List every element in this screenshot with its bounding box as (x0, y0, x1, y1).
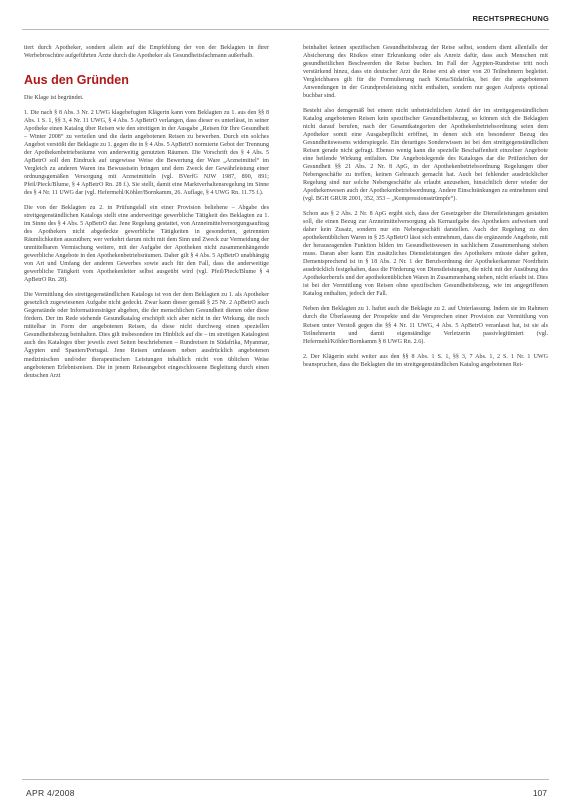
paragraph: 2. Der Klägerin steht weiter aus den §§ 8 Abs. 1 S. 1, §§ 3, 7 Abs. 1, 2 S. 1 Nr. 1 UWG beanspruchen, dass die Beklagten die im streitgegenständlichen Katalog angebotenen Rei- (303, 353, 548, 368)
paragraph: 1. Die nach § 8 Abs. 3 Nr. 2 UWG klagebefugten Klägerin kann vom Beklagten zu 1. aus den §§ 8 Abs. 1 S. 1, §§ 3, 4 Nr. 11 UWG, § 4 Abs. 5 ApBetrO verlangen, dass dieser es unterlässt, in seiner Apotheke einen Katalog über Reisen wie den streitigen in der Ausgabe „Reisen für Ihre Gesundheit – Winter 2008“ zu verteilen und die darin angebotenen Reisen zu bewerben. Durch ein solches Angebot verstößt der Beklagte zu 1. gegen die in § 4 Abs. 5 ApBetrO normierte Gebot der Trennung der Apothekenbetriebsräume von anderweitig genutzten Räumen. Die Vorschrift des § 4 Abs. 5 ApBetrO soll den Eindruck auf ungewisse Weise die Bewertung der Ware „Arzneimittel“ im Vergleich zu anderen Waren ins Bewusstsein bringen und dem Zweck der Gewährleistung einer ordnungsgemäßen Versorgung mit Arzneimitteln (vgl. BVerfG NJW 1987, 890, 891; Pfeil/Pieck/Blume, § 4 ApBetrO Rn. 28 f.). Sie stellt, damit eine Marktverhaltensregelung im Sinne des § 4 Nr. 11 UWG dar (vgl. Hefermehl/Köhler/Bornkamm, 26. Auflage, § 4 UWG Rn. 11.75 f.). (24, 110, 269, 197)
footer-divider (22, 779, 549, 780)
left-column (24, 44, 269, 380)
paragraph: Besteht also demgemäß bei einem nicht unbeträchtlichen Anteil der im streitgegenständlichen Katalog angebotenen Reisen kein spezifischer Gesundheitsbezug, so können sich die Beklagten nicht darauf berufen, nach der Gesamtkategorien der Apothekenbetriebsordnung seien dem Apotheker somit eine Ausgabepflicht eröffnet, in denen sich ein besonderer Bezug des Gesundheitswesens widerspiegele. Ein derartiges Sonderwissen ist bei den streitgegenständlichen Reisen gerade nicht gefragt. Ebenso wenig kann die spezielle Beschaffenheit einzelner Angebote eine heilende Wirkung entfalten. Die Angebotslegende des Kataloges dar die Prüfzeichen der Gesundheit §§ 21 Abs. 2 Nr. 8 ApG, in der Apothekenbetriebsordnung Regelungen über Nebengeschäfte zu treffen, keinen Gebrauch gemacht hat. Auch bei fehlender ausdrücklicher Regelung sind nur solche Nebengeschäfte als erlaubt anzusehen, hinsichtlich derer wieder der Apothekenwesen auch der Apothekenbetriebsordnung. Andere Einschränkungen zu entnehmen sind (vgl. BGH GRUR 2001, 352, 353 – „Kompressionsstrümpfe“). (303, 108, 548, 203)
page-number: 107 (532, 788, 547, 798)
lead-paragraph: Die Klage ist begründet. (24, 95, 84, 102)
intro-paragraph: tiert durch Apotheker, sondern allein auf die Empfehlung der von der Beklagten in ihrer Werbebroschüre aufgeführten Ärzte durch die Apotheker als Gesundheitsfachmann außerhalb. (24, 45, 269, 60)
paragraph: Schon aus § 2 Abs. 2 Nr. 8 ApG ergibt sich, dass der Gesetzgeber die Dienstleistungen gestatten soll, die einen Bezug zur Arzneimittelversorgung als Kernaufgabe des Apothekers aufweisen und daher kein Zusatz, sondern nur ein Nebengeschäft darstellen. Auch der Regelung zu den apothekenüblichen Waren in § 25 ApBetrO lässt sich entnehmen, dass die ergänzende Angebote, mit der herausragenden Funktion bilden im Gesundheitswesen in sachlichem Zusammenhang stehen muss. Daran aber kann Ein zusätzliches Dienstleistungen des Apothekers müsste daher gelten, Dementsprechend ist in § 18 Abs. 2 Nr. 1 der Berufsordnung der Apothekerkammer Nordrhein ausdrücklich festgehalten, dass die Förderung von Dienstleistungen, die nicht mit der Ausübung des Apothekerberufs und der apothekenüblichen Waren in Zusammenhang stehen, nicht erlaubt ist. Dies ist bei der Vermittlung von Reisen ohne spezifischen Gesundheitsbezug, wie im angegriffenen Katalog enthalten, jedoch der Fall. (303, 211, 548, 298)
paragraph: beinhaltet keinen spezifischen Gesundheitsbezug der Reise selbst, sondern dient allenfalls der Absicherung des Risikos einer Erkrankung oder als Anreiz dafür, dass auch Menschen mit gesundheitlichen Beschwerden die Reise buchen. Im Fall der Ägypten-Rundreise tritt noch verstärkend hinzu, dass ein deutscher Arzt die Reise erst ab einer von 20 Teilnehmern begleitet. Vergleichbares gilt für die Formulierung nach Kreta/Südafrika, bei der die angebotenen Anwendungen in der Grundpreisleistung nicht enthalten, sondern nur gegen Aufpreis optional buchbar sind. (303, 45, 548, 100)
paragraph: Die von der Beklagten zu 2. in Prüfungsfall ein einer Provision beliehene – Abgabe des streitgegenständlichen Katalogs stellt eine anderweitige gewerbliche Tätigkeit des Beklagten zu 1. im Sinne des § 4 Abs. 5 ApBetrO dar. Jene Regelung gestattet, von Arzneimittelversorgungsauftrag des Apothekers nicht abgedeckte gewerbliche Tätigkeiten in gesonderten, getrennten Räumlichkeiten auszuüben; wer verkehrt darum nicht mit dem Sinn und Zweck zur Vermeidung der unmittelbaren Vermischung weitere, mit der Aufgabe der Apotheken nicht zusammenhängende gewerbliche Angebote in den Apothekenbetriebsräumen. Daher gilt § 4 Abs. 5 ApBetrO unabhängig von Art und Umfang der anderen Gewerbes sowie auch für den Fall, dass die anderweitige gewerbliche Tätigkeit vom Apothekenleiter selbst ausgeübt wird (vgl. Pfeil/Pieck/Blume § 4 ApBetrO Rn. 28). (24, 205, 269, 284)
paragraph: Die Vermittlung des streitgegenständlichen Katalogs ist von der dem Beklagten zu 1. als Apotheker gesetzlich zugewiesenen Aufgabe nicht gedeckt. Zwar kann dieser gemäß § 25 Nr. 2 ApBetrO auch Gegenstände oder Informationsträger abgeben, die der menschlichen Gesundheit dienen oder diese fördern. Der im Rede stehende Gesundkatalog erschöpft sich aber nicht in der Wirkung, die noch mittelbar in Form der angebotenen Reisen, da diese nicht durchweg einen speziellen Gesundheitsbezug beinhalten. Dies gilt insbesondere im Hinblick auf die – im streitigen Katalogtest auch des Kataloges über jeweils zwei Seiten beschriebenen – Rundreisen in Südafrika, Myanmar, Ägypten und Spanien/Portugal. Jene Reisen umfassen neben ausdrücklich angebotenen medizinischen und/oder therapeutischen Leistungen inhaltlich nicht von üblichen Weise angebotenen Erlebnisreisen. Die in jenem Reiseangebot eingeschlossene Begleitung durch einen deutschen Arzt (24, 292, 269, 379)
header-divider (22, 29, 549, 30)
paragraph: Neben den Beklagten zu 1. haftet auch die Beklagte zu 2. auf Unterlassung. Indem sie im Rahmen durch die Überlassung der Prospekte und die Versprechen einer Provision zur Vermittlung von Reisen unter Verstoß gegen die §§ 4 Nr. 11 UWG, 4 Abs. 5 ApBetrO veranlasst hat, ist sie als Teilnehmerin und damit eigenständige Verletzerin passivlegitimiert (vgl. Hefermehl/Köhler/Bornkamm § 8 UWG Rn. 2.6). (303, 306, 548, 345)
journal-issue: APR 4/2008 (26, 788, 75, 798)
section-header: RECHTSPRECHUNG (472, 14, 549, 23)
right-column (303, 44, 548, 369)
section-heading: Aus den Gründen (24, 73, 129, 88)
